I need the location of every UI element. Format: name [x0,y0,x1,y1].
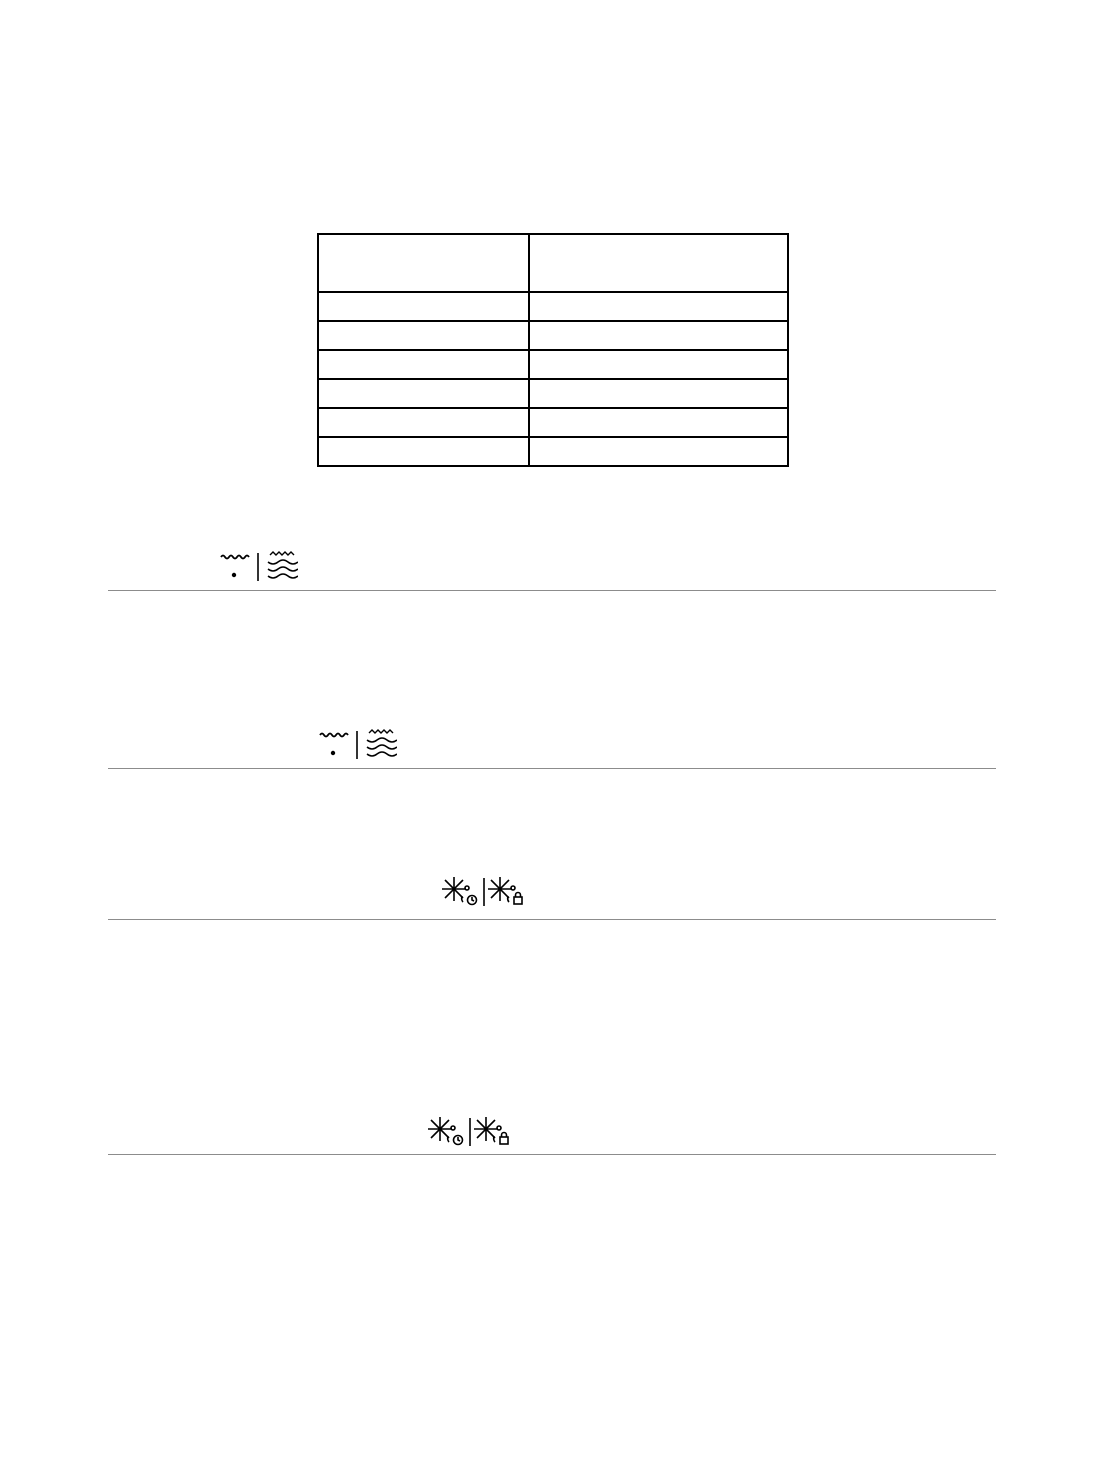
water-level-toggle-icon [218,550,298,586]
table-row [318,379,788,408]
settings-table [317,233,789,467]
table-cell [318,321,529,350]
table-cell [529,292,788,321]
table-row [318,408,788,437]
table-cell [529,437,788,466]
table-cell [318,292,529,321]
frost-timer-lock-toggle-icon [428,1116,512,1148]
section-divider [108,919,996,920]
table-row [318,437,788,466]
frost-timer-lock-toggle-icon [442,876,526,908]
table-cell [318,379,529,408]
table-cell [529,379,788,408]
water-level-toggle-icon [317,728,397,764]
table-cell [318,437,529,466]
table-header-cell [318,234,529,292]
table-row [318,292,788,321]
table-cell [318,350,529,379]
table-cell [318,408,529,437]
section-divider [108,1154,996,1155]
table-header-cell [529,234,788,292]
table-header-row [318,234,788,292]
table-cell [529,408,788,437]
table-cell [529,321,788,350]
table-row [318,321,788,350]
section-divider [108,590,996,591]
section-divider [108,768,996,769]
table-cell [529,350,788,379]
table-row [318,350,788,379]
